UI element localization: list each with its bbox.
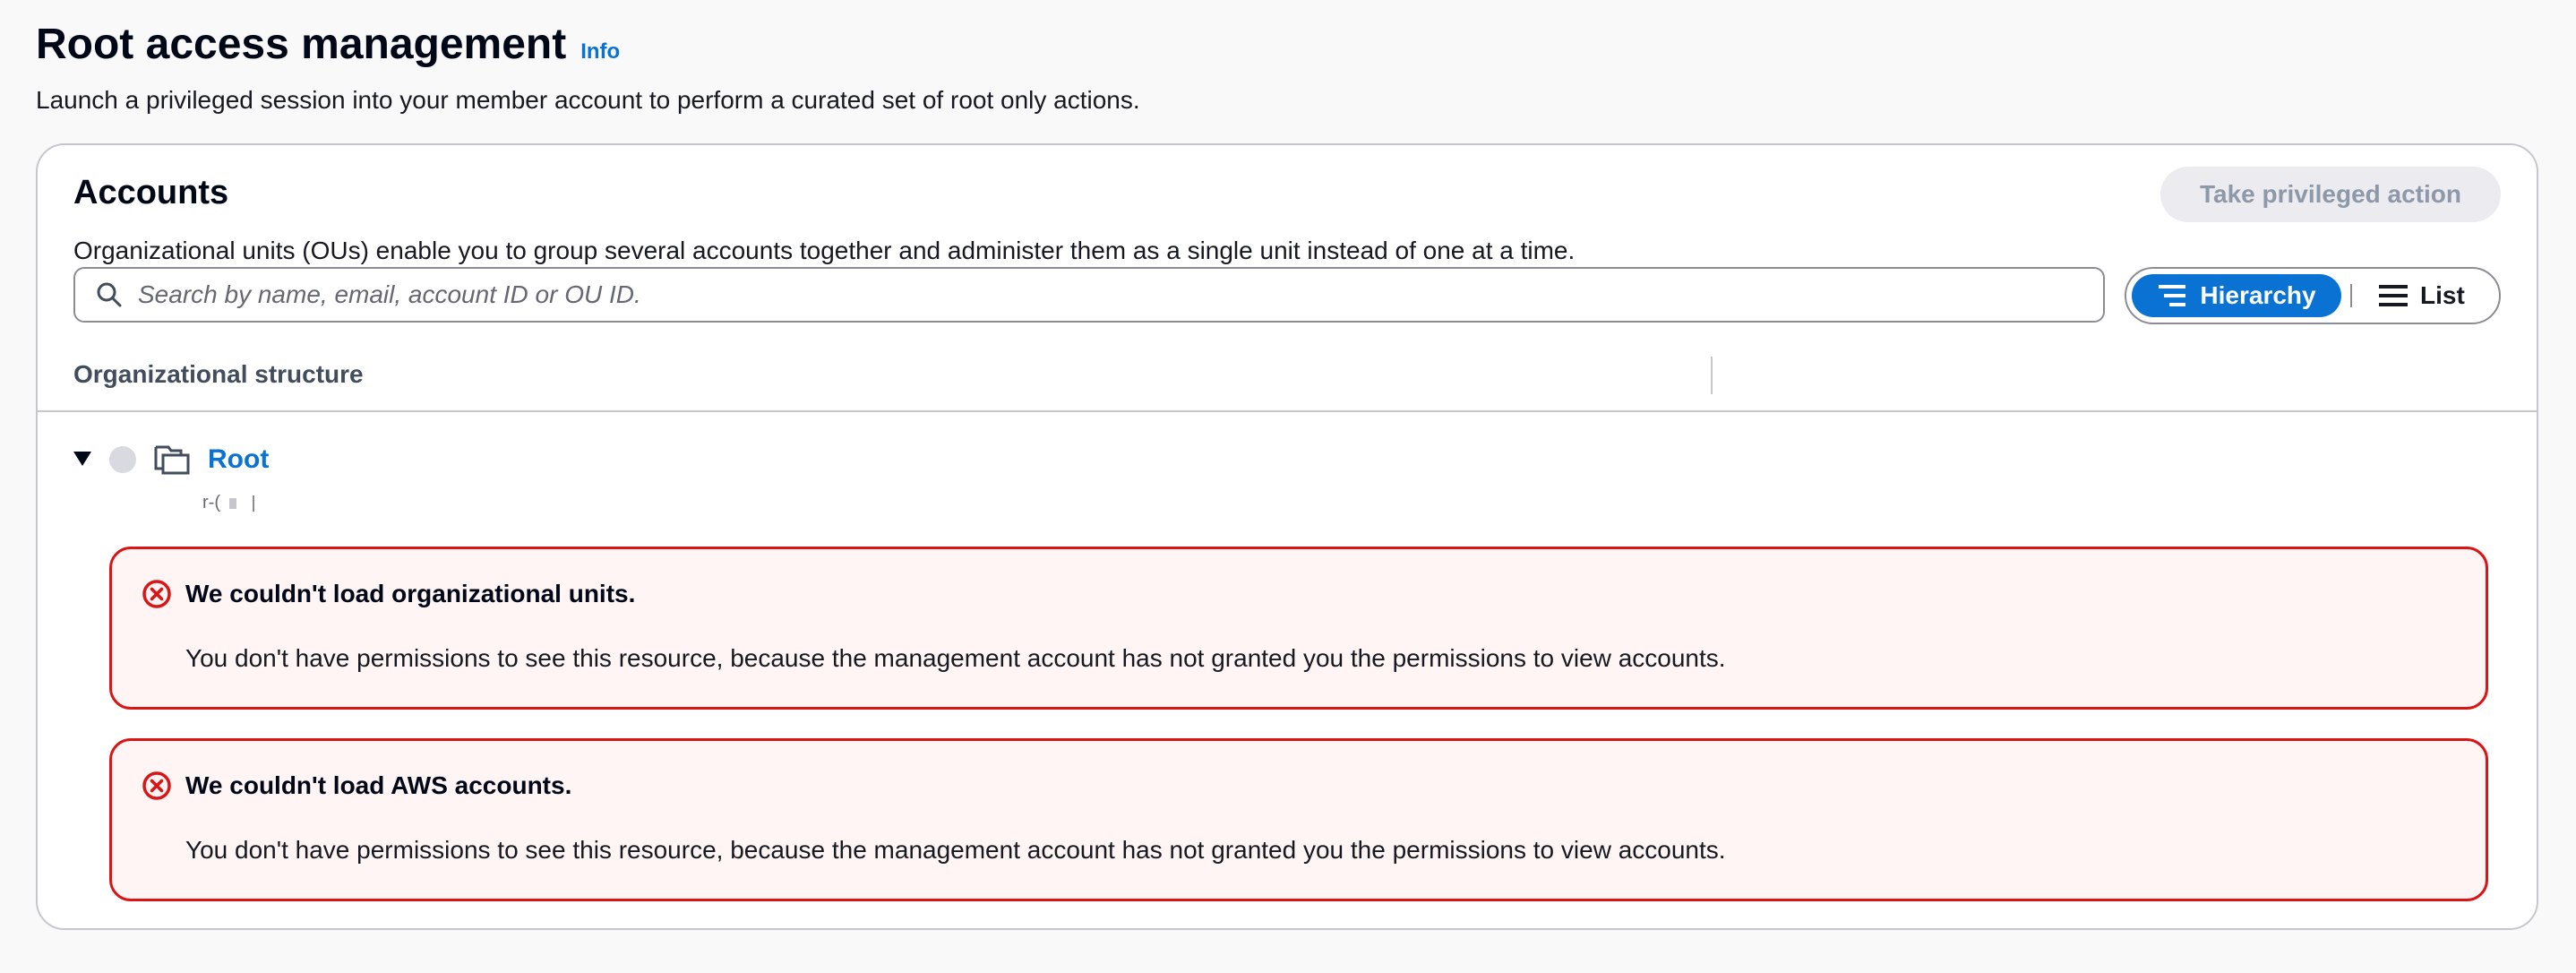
view-toggle [2125, 267, 2501, 324]
hierarchy-label: Hierarchy [2200, 281, 2316, 309]
page-description: Launch a privileged session into your member account to perform a curated set of root only actions. [36, 86, 1140, 114]
hierarchy-icon [2157, 282, 2187, 309]
folder-icon [154, 444, 190, 475]
toggle-divider [2350, 284, 2352, 307]
title-row [36, 18, 2535, 72]
error-alert-aws-accounts [109, 738, 2488, 901]
alert-message: You don't have permissions to see this resource, because the management account has not granted you the permissions to view accounts. [185, 836, 1726, 864]
root-link[interactable]: Root [208, 444, 270, 474]
take-privileged-action-button[interactable]: Take privileged action [2160, 167, 2501, 222]
error-icon [141, 578, 173, 610]
alert-message: You don't have permissions to see this resource, because the management account has not granted you the permissions to view accounts. [185, 644, 1726, 672]
error-alert-organizational-units [109, 547, 2488, 710]
column-header-organizational-structure: Organizational structure [73, 360, 364, 388]
hierarchy-view-button[interactable] [2132, 274, 2341, 317]
root-select-radio[interactable] [109, 446, 136, 473]
page-title: Root access management [36, 21, 567, 68]
error-icon [141, 770, 173, 802]
root-id-text: r-( [202, 493, 220, 512]
table-header-divider [38, 410, 2537, 412]
alert-title: We couldn't load organizational units. [185, 580, 636, 607]
list-icon [2379, 283, 2408, 308]
search-input[interactable] [136, 280, 2103, 310]
accounts-title: Accounts [73, 174, 229, 211]
info-link[interactable]: Info [580, 39, 621, 64]
root-id [202, 493, 254, 513]
search-field[interactable] [73, 267, 2105, 323]
list-view-button[interactable] [2379, 274, 2465, 317]
alert-title: We couldn't load AWS accounts. [185, 771, 572, 799]
tree-node-root [73, 441, 269, 478]
page-header [36, 18, 2535, 115]
column-resize-handle[interactable] [1711, 357, 1713, 394]
redacted-mark [229, 498, 236, 509]
accounts-container [36, 143, 2538, 930]
caret-down-icon[interactable] [73, 451, 91, 469]
accounts-description: Organizational units (OUs) enable you to group several accounts together and administer them as a single unit instead of one at a time. [73, 237, 1576, 264]
list-label: List [2420, 281, 2465, 309]
search-icon [93, 279, 125, 311]
redacted-mark [253, 495, 254, 512]
